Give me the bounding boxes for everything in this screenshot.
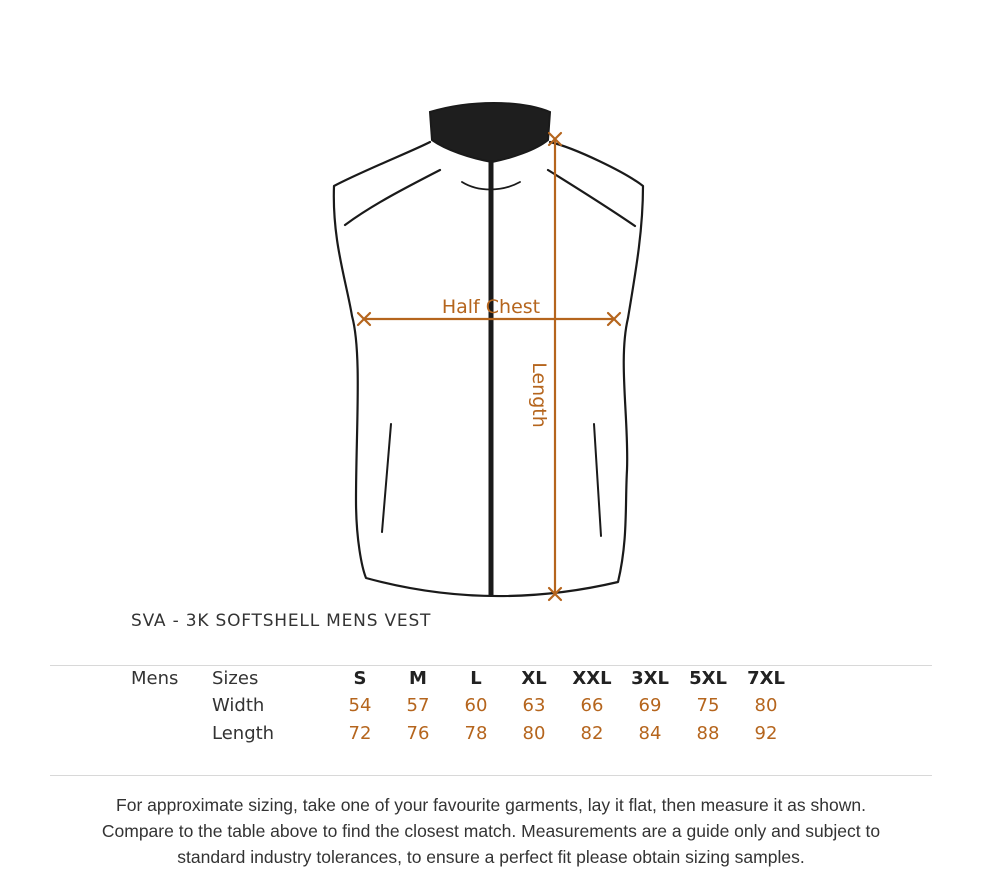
width-value: 60 [464, 695, 488, 716]
width-value: 80 [754, 695, 778, 716]
size-header: 7XL [747, 668, 785, 689]
length-value: 78 [464, 723, 488, 744]
width-value: 57 [406, 695, 430, 716]
length-value: 88 [696, 723, 720, 744]
vest-body [334, 142, 643, 596]
size-header: L [470, 668, 482, 689]
half-chest-label: Half Chest [441, 296, 541, 318]
size-header: S [353, 668, 367, 689]
size-header: XXL [572, 668, 612, 689]
table-top-divider [50, 665, 932, 666]
vest-collar [430, 103, 550, 162]
sizes-row-label: Sizes [212, 668, 259, 689]
size-header: XL [521, 668, 547, 689]
size-group-label: Mens [131, 668, 179, 689]
length-value: 80 [522, 723, 546, 744]
length-value: 84 [638, 723, 662, 744]
width-value: 54 [348, 695, 372, 716]
width-value: 63 [522, 695, 546, 716]
length-row-label: Length [212, 723, 275, 744]
left-pocket [382, 424, 391, 532]
table-bottom-divider [50, 775, 932, 776]
width-value: 75 [696, 695, 720, 716]
length-value: 92 [754, 723, 778, 744]
left-shoulder-seam [345, 170, 440, 225]
sizing-footnote [40, 792, 942, 870]
length-label: Length [528, 362, 550, 428]
footnote-line: For approximate sizing, take one of your favourite garments, lay it flat, then measure it as shown. [116, 795, 866, 815]
vest-outline [334, 142, 643, 596]
size-header: 3XL [631, 668, 669, 689]
footnote-line: standard industry tolerances, to ensure a perfect fit please obtain sizing samples. [177, 847, 805, 867]
width-row-label: Width [212, 695, 265, 716]
product-title: SVA - 3K SOFTSHELL MENS VEST [131, 611, 432, 631]
width-value: 69 [638, 695, 662, 716]
length-value: 82 [580, 723, 604, 744]
width-value: 66 [580, 695, 604, 716]
right-pocket [594, 424, 601, 536]
length-value: 72 [348, 723, 372, 744]
size-table [0, 668, 982, 758]
size-header: 5XL [689, 668, 727, 689]
size-header: M [409, 668, 427, 689]
length-value: 76 [406, 723, 430, 744]
right-shoulder-seam [548, 170, 635, 226]
footnote-line: Compare to the table above to find the closest match. Measurements are a guide only and subject to [101, 821, 881, 841]
